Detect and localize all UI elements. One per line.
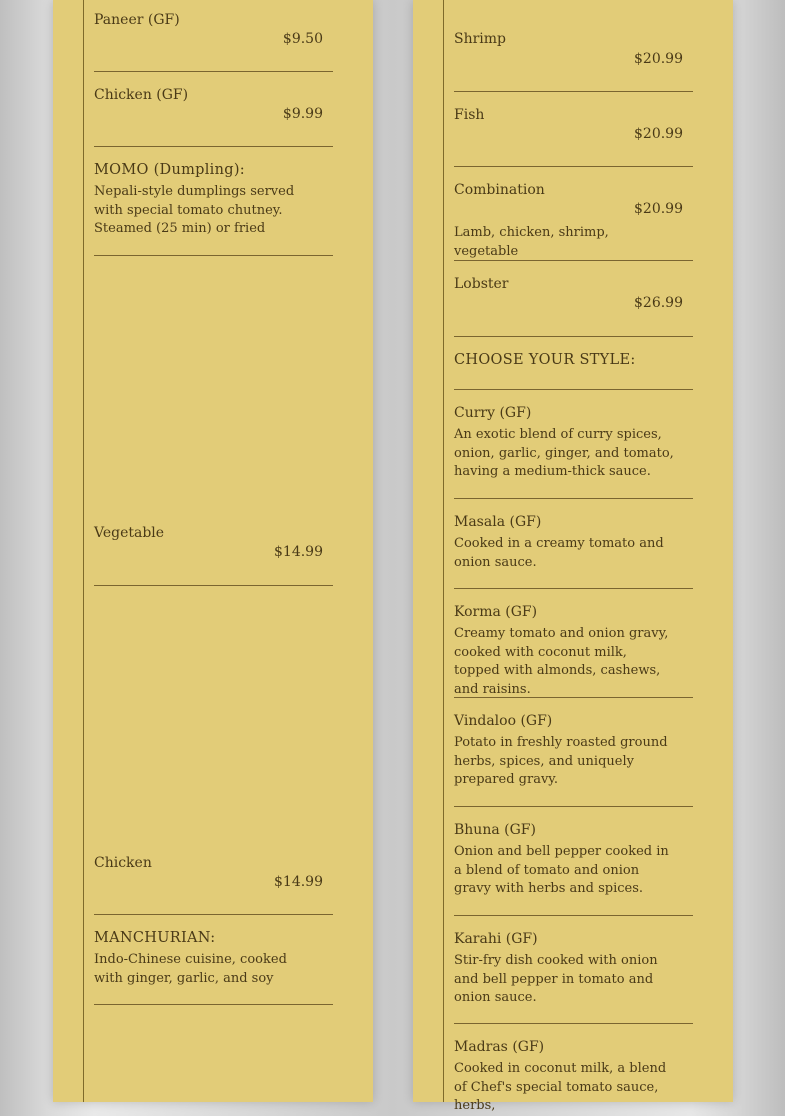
menu-section-momo xyxy=(94,162,333,239)
divider xyxy=(454,697,693,698)
item-description: Stir-fry dish cooked with onion and bell pepper in tomato and onion sauce. xyxy=(454,953,658,1005)
item-name: Vindaloo (GF) xyxy=(454,713,553,729)
divider xyxy=(94,255,333,256)
item-description: Creamy tomato and onion gravy, cooked with coconut milk, topped with almonds, cashews, and raisins. xyxy=(454,626,669,697)
menu-panel-right xyxy=(413,0,733,1113)
section-description: Nepali-style dumplings served with special tomato chutney. Steamed (25 min) or fried xyxy=(94,184,295,236)
menu-item-combination xyxy=(454,182,693,261)
item-name: Karahi (GF) xyxy=(454,931,538,947)
item-description: Onion and bell pepper cooked in a blend of tomato and onion gravy with herbs and spices. xyxy=(454,844,669,896)
section-title: MANCHURIAN: xyxy=(94,930,216,946)
menu-section-manchurian xyxy=(94,930,333,988)
style-curry xyxy=(454,405,693,482)
divider xyxy=(454,806,693,807)
item-name: Lobster xyxy=(454,276,509,292)
item-description: Cooked in coconut milk, a blend of Chef's special tomato sauce, herbs, xyxy=(454,1061,667,1113)
divider xyxy=(454,1023,693,1024)
item-name: Madras (GF) xyxy=(454,1039,545,1055)
menu-item-shrimp xyxy=(454,31,693,67)
section-title: CHOOSE YOUR STYLE: xyxy=(454,352,636,368)
item-name: Vegetable xyxy=(94,525,165,541)
item-name: Masala (GF) xyxy=(454,514,542,530)
item-price: $9.99 xyxy=(282,106,323,122)
item-name: Combination xyxy=(454,182,545,198)
item-name: Chicken xyxy=(94,855,152,871)
divider xyxy=(94,71,333,72)
menu-panel-left xyxy=(53,0,373,1102)
section-title: MOMO (Dumpling): xyxy=(94,162,245,178)
item-name: Shrimp xyxy=(454,31,507,47)
divider xyxy=(454,91,693,92)
section-description: Indo-Chinese cuisine, cooked with ginger, garlic, and soy xyxy=(94,952,287,986)
style-karahi xyxy=(454,931,693,1008)
style-vindaloo xyxy=(454,713,693,790)
divider xyxy=(94,914,333,915)
item-description: An exotic blend of curry spices, onion, garlic, ginger, and tomato, having a medium-thick sauce. xyxy=(454,427,674,479)
item-description: Lamb, chicken, shrimp, vegetable xyxy=(454,225,609,259)
divider xyxy=(454,260,693,261)
style-korma xyxy=(454,604,693,699)
panel-border-line xyxy=(83,0,84,1102)
item-description: Cooked in a creamy tomato and onion sauce. xyxy=(454,536,664,570)
item-price: $20.99 xyxy=(634,126,683,142)
item-name: Curry (GF) xyxy=(454,405,532,421)
menu-item-chicken-gf xyxy=(94,87,333,122)
item-price: $20.99 xyxy=(634,51,683,67)
style-madras xyxy=(454,1039,693,1116)
divider xyxy=(454,498,693,499)
item-name: Korma (GF) xyxy=(454,604,538,620)
item-price: $26.99 xyxy=(634,295,683,311)
item-price: $14.99 xyxy=(274,544,323,560)
menu-item-vegetable xyxy=(94,525,333,560)
item-price: $9.50 xyxy=(282,31,323,47)
menu-item-lobster xyxy=(454,276,693,311)
item-price: $20.99 xyxy=(634,201,683,217)
item-name: Fish xyxy=(454,107,485,123)
item-name: Bhuna (GF) xyxy=(454,822,536,838)
style-heading xyxy=(454,352,693,368)
item-price: $14.99 xyxy=(274,874,323,890)
menu-item-paneer xyxy=(94,12,333,47)
divider xyxy=(454,588,693,589)
divider xyxy=(454,166,693,167)
divider xyxy=(454,915,693,916)
divider xyxy=(94,585,333,586)
style-bhuna xyxy=(454,822,693,899)
divider xyxy=(94,146,333,147)
item-name: Paneer (GF) xyxy=(94,12,180,28)
item-name: Chicken (GF) xyxy=(94,87,189,103)
menu-item-chicken xyxy=(94,855,333,890)
style-masala xyxy=(454,514,693,572)
divider xyxy=(94,1004,333,1005)
item-description: Potato in freshly roasted ground herbs, spices, and uniquely prepared gravy. xyxy=(454,735,668,787)
divider xyxy=(454,336,693,337)
menu-item-fish xyxy=(454,107,693,142)
divider xyxy=(454,389,693,390)
panel-border-line xyxy=(443,0,444,1102)
